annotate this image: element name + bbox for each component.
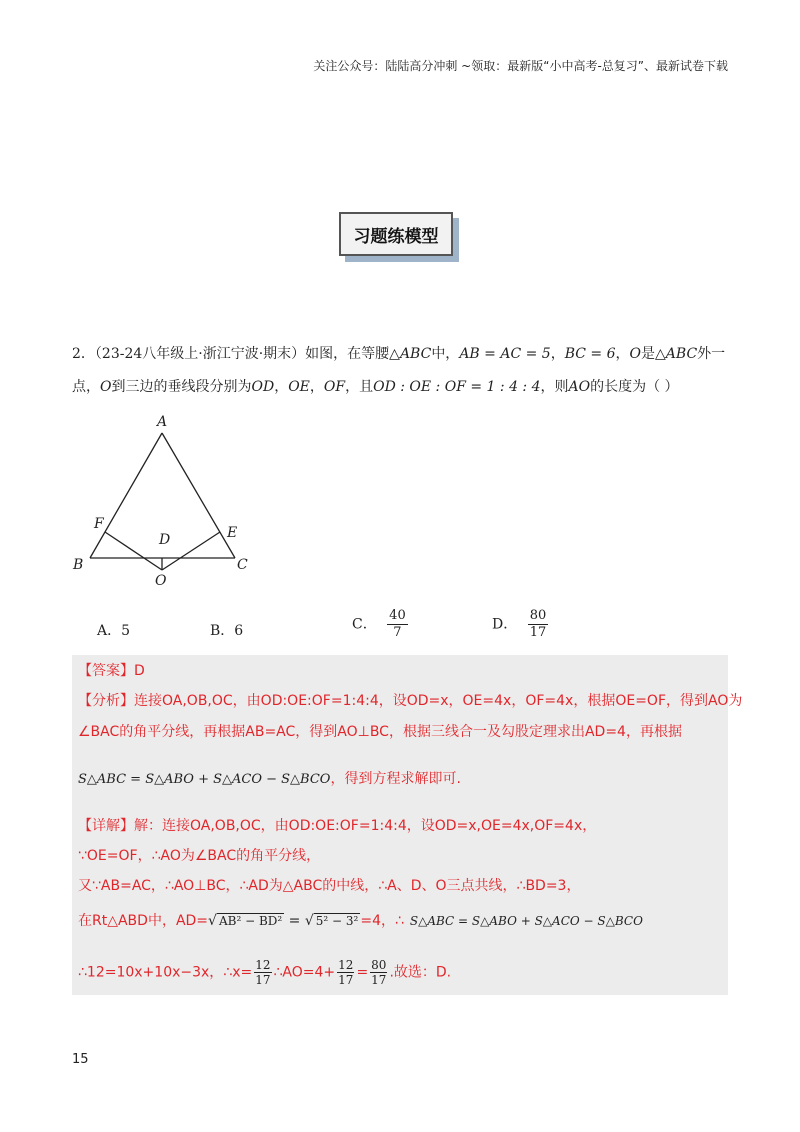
question-text: 点， [72,379,100,395]
segment-oe [162,532,220,570]
detail-text: = [284,913,305,929]
label-o: O [155,573,167,589]
math-eq-ab-ac: AB = AC = 5 [459,346,551,362]
option-fraction [528,608,549,641]
fraction-denominator: 17 [371,973,387,987]
option-label: A． [97,623,122,639]
fraction-numerator: 80 [371,958,387,972]
label-f: F [94,516,104,532]
question-text: 到三边的垂线段分别为 [111,379,252,395]
label-c: C [237,557,248,573]
segment-ac [162,433,238,558]
page-number: 15 [72,1052,89,1067]
math-of: OF [323,379,346,395]
sqrt-radicand: 5² − 3² [315,914,359,928]
fraction-numerator: 80 [529,608,547,623]
sqrt-radicand: AB² − BD² [218,914,283,928]
detail-line-2: ∵OE=OF，∴AO为∠BAC的角平分线， [78,848,321,864]
label-d: D [159,532,171,548]
fraction [254,958,271,987]
question-text: ，则 [540,379,569,395]
detail-text: =4，∴ [360,913,404,929]
question-line-2 [72,376,679,396]
math-o: O [629,346,641,362]
option-fraction [387,608,408,641]
detail-text: ∴12=10x+10x−3x，∴x= [78,964,253,981]
option-value: 6 [234,623,244,639]
question-text: 2．（23-24八年级上·浙江宁波·期末）如图，在等腰△ [72,346,400,362]
option-label: B． [210,623,235,639]
option-value: 5 [121,623,131,639]
detail-line-1: 【详解】解：连接OA,OB,OC，由OD:OE:OF=1:4:4，设OD=x,OE=4x,OF=4x， [78,818,597,834]
question-text: ， [615,346,630,362]
segment-ab [90,433,162,558]
math-eq-bc: BC = 6 [564,346,616,362]
label-b: B [73,557,84,573]
label-e: E [227,525,238,541]
detail-line-5 [78,958,451,987]
answer-line: 【答案】D [78,663,145,679]
option-a[interactable] [97,620,130,640]
question-text: 是△ [641,346,666,362]
segment-of [105,532,162,570]
math-oe: OE [288,379,310,395]
detail-line-3: 又∵AB=AC，∴AO⊥BC，∴AD为△ABC的中线，∴A、D、O三点共线，∴BD=3， [78,878,581,894]
math-triangle: ABC [665,346,698,362]
question-line-1 [72,343,725,363]
math-triangle: ABC [399,346,432,362]
question-text: ， [309,379,324,395]
fraction-numerator: 12 [338,958,354,972]
option-d[interactable] [492,608,548,641]
geometry-figure [65,408,265,593]
question-text: ，且 [345,379,374,395]
fraction-denominator: 17 [255,973,271,987]
detail-text: 在Rt△ABD中，AD= [78,913,209,929]
analysis-line-3 [78,768,461,788]
question-text: ， [274,379,289,395]
label-a: A [157,414,168,430]
question-text: 外一 [697,346,726,362]
option-b[interactable] [210,620,243,640]
math-od: OD [251,379,275,395]
question-text: ， [550,346,565,362]
math-ratio: OD : OE : OF = 1 : 4 : 4 [373,379,541,395]
option-label: C． [352,616,377,633]
sqrt-symbol: √ [304,913,314,929]
analysis-tail: ，得到方程求解即可. [330,771,461,787]
option-c[interactable] [352,608,408,641]
fraction-denominator: 7 [393,625,402,640]
detail-formula: S△ABC = S△ABO + S△ACO − S△BCO [409,914,643,928]
fraction [337,958,354,987]
question-text: 的长度为（ ） [590,379,679,395]
detail-text: .故选：D. [389,964,452,981]
question-text: 中， [431,346,460,362]
sqrt-symbol: √ [208,913,217,929]
detail-line-4 [78,910,643,930]
fraction [370,958,387,987]
analysis-formula: S△ABC = S△ABO + S△ACO − S△BCO [78,772,331,787]
math-ao: AO [568,379,591,395]
fraction-denominator: 17 [529,625,547,640]
fraction-denominator: 17 [338,973,354,987]
header-note: 关注公众号：陆陆高分冲刺 ~领取：最新版“小中高考-总复习”、最新试卷下载 [313,59,728,73]
fraction-numerator: 40 [389,608,406,623]
section-title: 习题练模型 [339,212,453,256]
detail-text: = [356,964,369,981]
analysis-line-2: ∠BAC的角平分线，再根据AB=AC，得到AO⊥BC，根据三线合一及勾股定理求出AD=4，再根据 [78,724,682,740]
analysis-line-1: 【分析】连接OA,OB,OC，由OD:OE:OF=1:4:4，设OD=x，OE=4x，OF=4x，根据OE=OF，得到AO为 [78,693,743,709]
detail-text: ∴AO=4+ [273,964,336,981]
fraction-numerator: 12 [255,958,271,972]
math-o: O [100,379,112,395]
option-label: D． [492,616,518,633]
